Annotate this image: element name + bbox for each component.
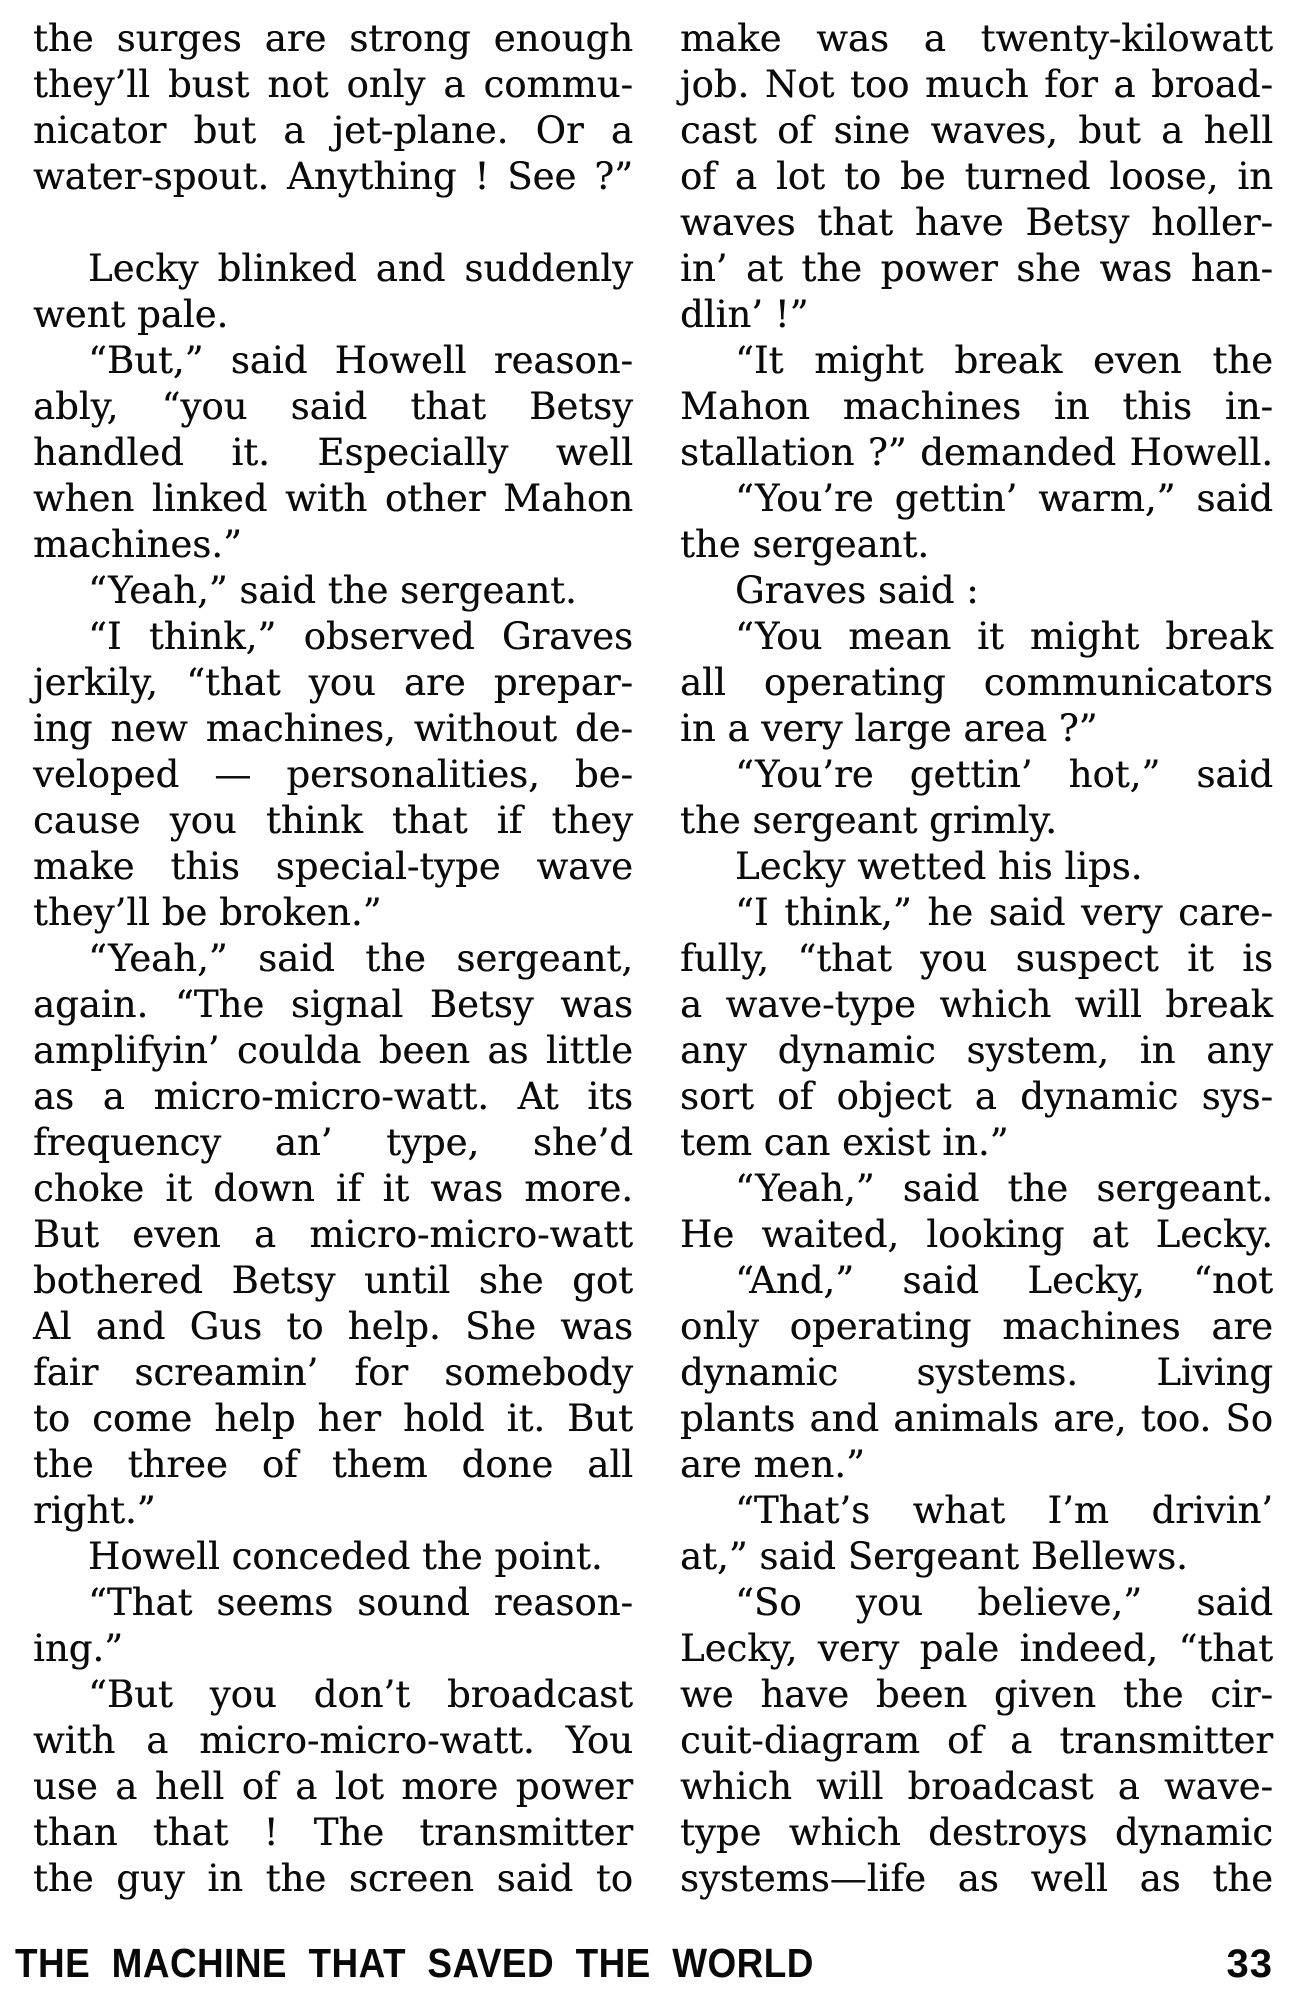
text-line: as a micro-micro-watt. At its [33, 1075, 633, 1118]
text-line: the guy in the screen said to [33, 1857, 633, 1900]
text-line: “Yeah,” said the sergeant. [88, 569, 577, 612]
text-line: the sergeant. [680, 523, 930, 566]
text-line: make was a twenty-kilowatt [680, 17, 1273, 60]
text-line: again. “The signal Betsy was [33, 983, 633, 1026]
text-line: the three of them done all [33, 1443, 633, 1486]
text-line: than that ! The transmitter [33, 1811, 633, 1854]
text-column-right [680, 16, 1273, 1902]
text-line: dynamic systems. Living [680, 1351, 1273, 1394]
text-line: fully, “that you suspect it is [680, 937, 1273, 980]
text-line: Lecky, very pale indeed, “that [680, 1627, 1273, 1670]
text-line: in a very large area ?” [680, 707, 1098, 750]
text-line: “You’re gettin’ hot,” said [735, 753, 1273, 796]
text-line: type which destroys dynamic [680, 1811, 1273, 1854]
text-line: frequency an’ type, she’d [33, 1121, 633, 1164]
text-line: “That’s what I’m drivin’ [735, 1489, 1273, 1532]
text-line: Mahon machines in this in- [680, 385, 1273, 428]
text-line: stallation ?” demanded Howell. [680, 431, 1273, 474]
text-line: machines.” [33, 523, 242, 566]
text-line: “Yeah,” said the sergeant. [735, 1167, 1273, 1210]
text-line: when linked with other Mahon [33, 477, 633, 520]
text-line: they’ll bust not only a commu- [33, 63, 633, 106]
text-line: amplifyin’ coulda been as little [33, 1029, 633, 1072]
text-line: ing new machines, without de- [33, 707, 633, 750]
text-line: went pale. [33, 293, 229, 336]
text-line: “So you believe,” said [735, 1581, 1273, 1624]
text-line: “You mean it might break [735, 615, 1273, 658]
text-line: “But you don’t broadcast [88, 1673, 633, 1716]
text-line: only operating machines are [680, 1305, 1273, 1348]
text-line: water-spout. Anything ! See ?” [33, 155, 633, 198]
text-line: handled it. Especially well [33, 431, 633, 474]
text-line: cast of sine waves, but a hell [680, 109, 1273, 152]
text-line: ing.” [33, 1627, 124, 1670]
text-line: sort of object a dynamic sys- [680, 1075, 1273, 1118]
text-line: systems—life as well as the [680, 1857, 1273, 1900]
text-line: Lecky blinked and suddenly [88, 247, 633, 290]
text-line: are men.” [680, 1443, 865, 1486]
text-line: they’ll be broken.” [33, 891, 382, 934]
text-line: the sergeant grimly. [680, 799, 1057, 842]
text-line: veloped — personalities, be- [33, 753, 633, 796]
text-line: a wave-type which will break [680, 983, 1273, 1026]
text-line: “You’re gettin’ warm,” said [735, 477, 1273, 520]
text-column-left [33, 16, 633, 1902]
running-title: THE MACHINE THAT SAVED THE WORLD [15, 1940, 814, 1986]
text-line: ably, “you said that Betsy [33, 385, 633, 428]
text-line: use a hell of a lot more power [33, 1765, 633, 1808]
text-line: any dynamic system, in any [680, 1029, 1273, 1072]
text-line: with a micro-micro-watt. You [33, 1719, 633, 1762]
text-line: “That seems sound reason- [88, 1581, 633, 1624]
text-line: He waited, looking at Lecky. [680, 1213, 1273, 1256]
text-line: Lecky wetted his lips. [735, 845, 1143, 888]
text-line: at,” said Sergeant Bellews. [680, 1535, 1188, 1578]
text-line: choke it down if it was more. [33, 1167, 633, 1210]
text-line: nicator but a jet-plane. Or a [33, 109, 633, 152]
text-line: of a lot to be turned loose, in [680, 155, 1273, 198]
text-line: cuit-diagram of a transmitter [680, 1719, 1273, 1762]
text-line: Al and Gus to help. She was [33, 1305, 633, 1348]
text-line: plants and animals are, too. So [680, 1397, 1273, 1440]
page-footer [15, 1940, 1273, 1987]
text-line: waves that have Betsy holler- [680, 201, 1273, 244]
text-line: “It might break even the [735, 339, 1273, 382]
text-line: “But,” said Howell reason- [88, 339, 633, 382]
text-line: the surges are strong enough [33, 17, 633, 60]
text-line: job. Not too much for a broad- [680, 63, 1273, 106]
text-line: But even a micro-micro-watt [33, 1213, 633, 1256]
page-number: 33 [1226, 1942, 1273, 1986]
text-line: all operating communicators [680, 661, 1273, 704]
text-line: make this special-type wave [33, 845, 633, 888]
text-line: which will broadcast a wave- [680, 1765, 1273, 1808]
text-line: fair screamin’ for somebody [33, 1351, 633, 1394]
text-line: right.” [33, 1489, 156, 1532]
text-line: jerkily, “that you are prepar- [33, 661, 633, 704]
text-line: “And,” said Lecky, “not [735, 1259, 1273, 1302]
text-line: “I think,” he said very care- [735, 891, 1273, 934]
text-line: Graves said : [735, 569, 979, 612]
text-line: tem can exist in.” [680, 1121, 1009, 1164]
text-line: we have been given the cir- [680, 1673, 1273, 1716]
text-line: “Yeah,” said the sergeant, [88, 937, 633, 980]
text-line: “I think,” observed Graves [88, 615, 633, 658]
text-line: bothered Betsy until she got [33, 1259, 633, 1302]
text-line: Howell conceded the point. [88, 1535, 603, 1578]
body-text [33, 16, 1273, 1902]
text-line: in’ at the power she was han- [680, 247, 1273, 290]
text-line: to come help her hold it. But [33, 1397, 633, 1440]
text-line: cause you think that if they [33, 799, 633, 842]
text-line: dlin’ !” [680, 293, 809, 336]
